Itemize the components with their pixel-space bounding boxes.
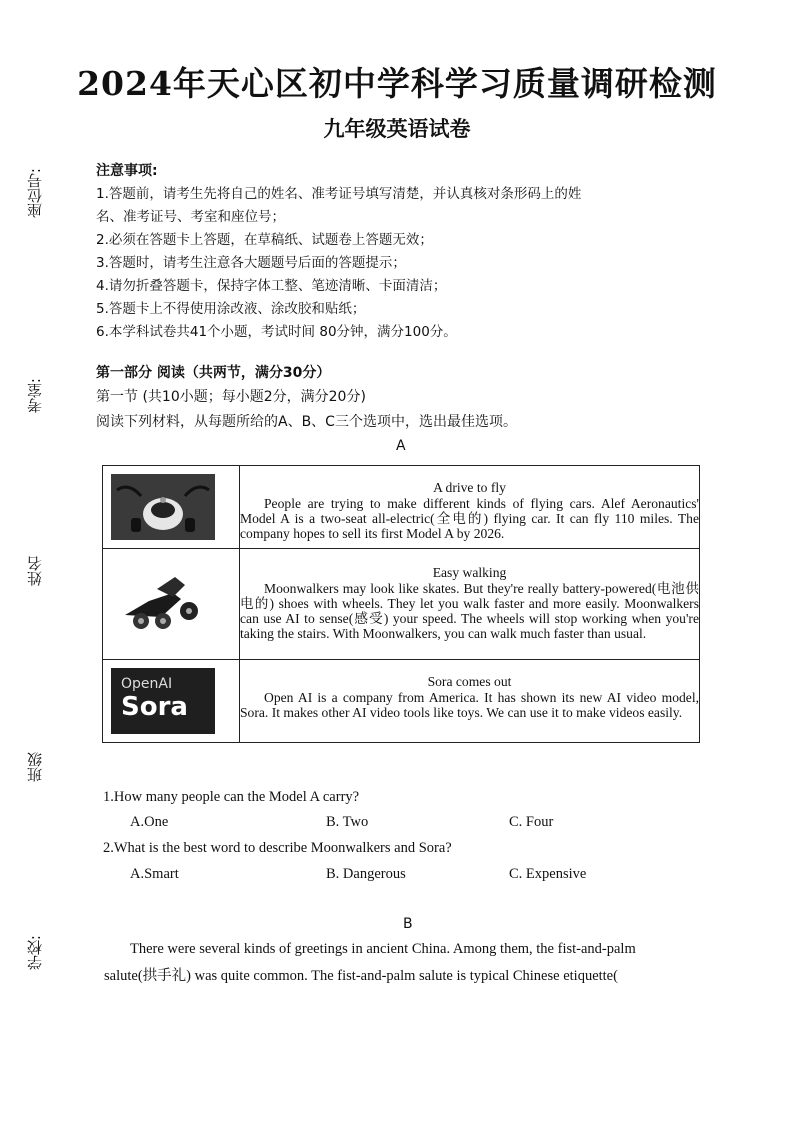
- seat-number-label: 座位号:: [26, 168, 44, 219]
- sora-logo-small: OpenAI: [121, 676, 173, 692]
- question-1: 1.How many people can the Model A carry?: [103, 789, 360, 805]
- sora-logo-big: Sora: [121, 692, 188, 722]
- part1-instruction: 阅读下列材料，从每题所给的A、B、C三个选项中，选出最佳选项。: [96, 414, 517, 430]
- notes-item: 5.答题卡上不得使用涂改液、涂改胶和贴纸；: [96, 301, 366, 317]
- q2-option-c: C. Expensive: [509, 866, 587, 882]
- q1-option-a: A.One: [130, 814, 169, 830]
- notes-heading: 注意事项:: [96, 163, 158, 179]
- notes-item: 4.请勿折叠答题卡，保持字体工整、笔迹清晰、卡面清洁；: [96, 278, 447, 294]
- moonwalkers-image: [111, 571, 215, 637]
- question-2: 2.What is the best word to describe Moonwalkers and Sora?: [103, 840, 452, 856]
- ad-image-cell: [103, 466, 240, 549]
- exam-title: 2024年天心区初中学科学习质量调研检测: [77, 64, 717, 103]
- notes-item: 3.答题时，请考生注意各大题题号后面的答题提示；: [96, 255, 406, 271]
- ad-body: People are trying to make different kinds of flying cars. Alef Aeronautics' Model A is a two-seat all-electric(全电的) flying car. It can fly 110 miles. The company hopes to sell its first Model A by 2026.: [240, 496, 699, 541]
- part1-title: 第一部分 阅读（共两节，满分30分）: [96, 365, 331, 381]
- ad-row-moonwalkers: [103, 549, 700, 660]
- ad-body: Open AI is a company from America. It has shown its new AI video model, Sora. It makes other AI video tools like toys. We can use it to make videos easily.: [240, 690, 699, 720]
- flying-car-image: [111, 474, 215, 540]
- exam-room-label: 考室:: [26, 378, 44, 414]
- passage-b-line: There were several kinds of greetings in ancient China. Among them, the fist-and-palm: [130, 941, 636, 957]
- ad-text-cell: [240, 549, 700, 660]
- ad-row-flying-car: [103, 466, 700, 549]
- q1-option-c: C. Four: [509, 814, 554, 830]
- ad-title: Easy walking: [432, 565, 507, 580]
- sora-logo-image: [111, 668, 215, 734]
- notes-block: [96, 160, 708, 344]
- name-label: 姓名: [26, 556, 44, 586]
- notes-item: 6.本学科试卷共41个小题，考试时间 80分钟，满分100分。: [96, 324, 457, 340]
- ad-text-cell: [240, 466, 700, 549]
- section-b-letter: B: [403, 916, 413, 932]
- notes-item: 名、准考证号、考室和座位号；: [96, 209, 285, 225]
- ad-row-sora: [103, 660, 700, 743]
- ad-text-cell: [240, 660, 700, 743]
- ad-body: Moonwalkers may look like skates. But they're really battery-powered(电池供电的) shoes with wheels. They let you walk faster and more easily. Moonwalkers can use AI to sense(感受) your speed. The wheels will stop working when you're taking the stairs. With Moonwalkers, you can walk much faster than usual.: [240, 581, 699, 641]
- q2-option-b: B. Dangerous: [326, 866, 406, 882]
- ads-table: [102, 465, 700, 743]
- exam-subtitle: 九年级英语试卷: [323, 116, 471, 141]
- passage-b-line: salute(拱手礼) was quite common. The fist-and-palm salute is typical Chinese etiquette(: [104, 968, 618, 984]
- notes-item: 2.必须在答题卡上答题，在草稿纸、试题卷上答题无效；: [96, 232, 433, 248]
- ad-image-cell: [103, 660, 240, 743]
- class-label: 班级: [26, 752, 44, 782]
- part1-section: 第一节 (共10小题；每小题2分，满分20分): [96, 389, 366, 405]
- notes-item: 1.答题前，请考生先将自己的姓名、准考证号填写清楚，并认真核对条形码上的姓: [96, 186, 582, 202]
- school-label: 学校:: [26, 935, 44, 971]
- q2-option-a: A.Smart: [130, 866, 179, 882]
- q1-option-b: B. Two: [326, 814, 369, 830]
- ad-image-cell: [103, 549, 240, 660]
- section-a-letter: A: [396, 438, 406, 454]
- ad-title: Sora comes out: [427, 674, 512, 689]
- ad-title: A drive to fly: [433, 480, 506, 495]
